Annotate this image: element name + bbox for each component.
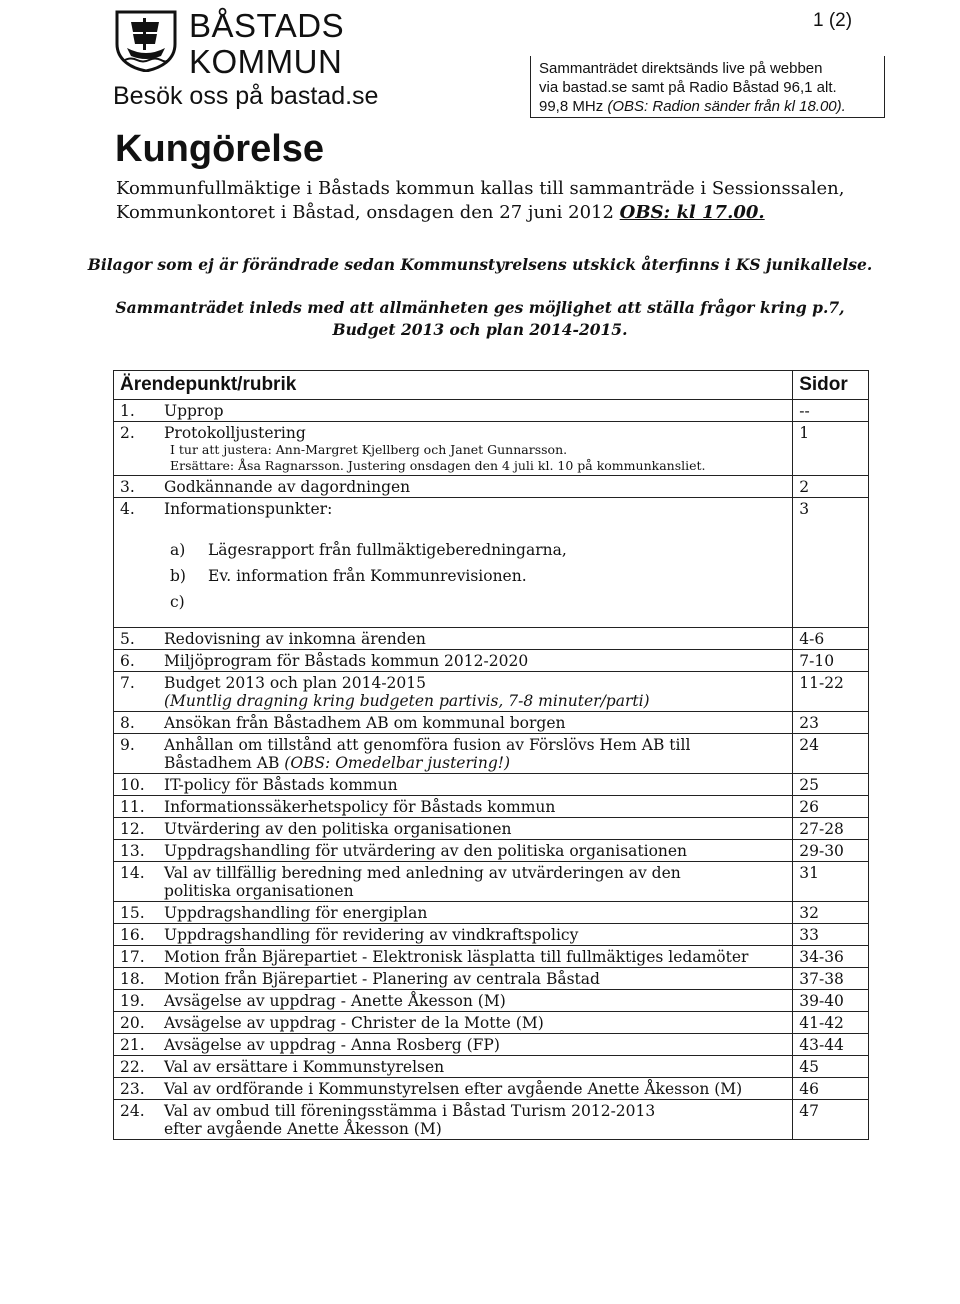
table-row: [114, 902, 869, 924]
item-title-text: Upprop: [164, 402, 224, 420]
item-number: 5.: [120, 630, 135, 648]
item-pages: 26: [793, 796, 869, 818]
item-number: 13.: [120, 842, 145, 860]
item-pages: 31: [793, 862, 869, 902]
notice-line3-italic: (OBS: Radion sänder från kl 18.00).: [607, 98, 846, 115]
item-title-text: IT-policy för Båstads kommun: [164, 776, 398, 794]
agenda-item-cell: [114, 650, 793, 672]
item-title: [164, 820, 784, 838]
item-title: [164, 970, 784, 988]
item-title-text: Informationspunkter:: [164, 500, 333, 518]
municipality-logo: [113, 8, 513, 108]
agenda-item-cell: [114, 476, 793, 498]
table-row: [114, 968, 869, 990]
item-pages: --: [793, 400, 869, 422]
item-number: 18.: [120, 970, 145, 988]
item-title: [164, 1058, 784, 1076]
subitem-letter: b): [170, 567, 186, 585]
item-title-text: Anhållan om tillstånd att genomföra fusion av Förslövs Hem AB till: [164, 736, 691, 754]
item-number: 8.: [120, 714, 135, 732]
item-title: [164, 674, 784, 710]
item-pages: 24: [793, 734, 869, 774]
notice-line1: Sammanträdet direktsänds live på webben: [539, 60, 823, 77]
info-subitem: [120, 590, 786, 614]
item-title: [164, 1014, 784, 1032]
item-number: 14.: [120, 864, 145, 882]
item-number: 15.: [120, 904, 145, 922]
agenda-item-cell: [114, 862, 793, 902]
item-pages: 46: [793, 1078, 869, 1100]
agenda-item-cell: [114, 818, 793, 840]
item-title-text: Val av ombud till föreningsstämma i Båstad Turism 2012-2013: [164, 1102, 656, 1120]
item-pages: 33: [793, 924, 869, 946]
subitem-letter: a): [170, 541, 186, 559]
item-title: [164, 424, 784, 442]
item-number: 11.: [120, 798, 145, 816]
table-row: [114, 1034, 869, 1056]
page-number: 1 (2): [813, 10, 853, 31]
table-row: [114, 476, 869, 498]
item-title-text: Utvärdering av den politiska organisationen: [164, 820, 512, 838]
item-number: 16.: [120, 926, 145, 944]
agenda-item-cell: [114, 990, 793, 1012]
table-row: [114, 734, 869, 774]
item-line2-italic: (OBS: Omedelbar justering!): [284, 754, 511, 772]
agenda-item-cell: [114, 422, 793, 476]
item-title-text: Uppdragshandling för utvärdering av den politiska organisationen: [164, 842, 688, 860]
item-title: [164, 736, 784, 772]
item-title-text: Protokolljustering: [164, 424, 306, 442]
table-row: [114, 946, 869, 968]
info-subitem: [120, 564, 786, 588]
intro-time-emphasis: OBS: kl 17.00.: [619, 202, 765, 223]
agenda-item-cell: [114, 734, 793, 774]
agenda-item-cell: [114, 902, 793, 924]
item-title-text: Avsägelse av uppdrag - Anna Rosberg (FP): [164, 1036, 500, 1054]
item-number: 1.: [120, 402, 135, 420]
item-number: 24.: [120, 1102, 145, 1120]
item-pages: 32: [793, 902, 869, 924]
item-number: 12.: [120, 820, 145, 838]
table-row: [114, 1078, 869, 1100]
notice-line3: [539, 97, 876, 116]
item-pages: 11-22: [793, 672, 869, 712]
item-title-text: Ansökan från Båstadhem AB om kommunal borgen: [164, 714, 566, 732]
item-line2: Båstadhem AB: [164, 754, 285, 772]
item-pages: 39-40: [793, 990, 869, 1012]
item-title-text: Val av ersättare i Kommunstyrelsen: [164, 1058, 445, 1076]
agenda-item-cell: [114, 712, 793, 734]
agenda-item-cell: [114, 1012, 793, 1034]
public-questions-line1: Sammanträdet inleds med att allmänheten ges möjlighet att ställa frågor kring p.7,: [115, 298, 845, 317]
item-title: [164, 798, 784, 816]
item-title: [164, 630, 784, 648]
item-pages: 7-10: [793, 650, 869, 672]
public-questions-note: [0, 297, 960, 341]
page-title: Kungörelse: [115, 128, 325, 170]
table-row: [114, 1012, 869, 1034]
agenda-item-cell: [114, 924, 793, 946]
item-pages: 29-30: [793, 840, 869, 862]
table-row: [114, 840, 869, 862]
item-number: 19.: [120, 992, 145, 1010]
item-title: [164, 1080, 784, 1098]
item-title: [164, 402, 784, 420]
item-number: 7.: [120, 674, 135, 692]
notice-line3-normal: 99,8 MHz: [539, 98, 608, 115]
notice-line2: via bastad.se samt på Radio Båstad 96,1 alt.: [539, 79, 837, 96]
item-pages: 45: [793, 1056, 869, 1078]
item-number: 22.: [120, 1058, 145, 1076]
item-title: [164, 776, 784, 794]
logo-name-line2: KOMMUN: [189, 43, 343, 80]
item-pages: 25: [793, 774, 869, 796]
item-line2: politiska organisationen: [164, 882, 354, 900]
item-pages: 34-36: [793, 946, 869, 968]
item-title-text: Motion från Bjärepartiet - Elektronisk läsplatta till fullmäktiges ledamöter: [164, 948, 749, 966]
agenda-item-cell: [114, 672, 793, 712]
item-number: 20.: [120, 1014, 145, 1032]
agenda-item-cell: [114, 796, 793, 818]
item-title: [164, 714, 784, 732]
item-title: [164, 926, 784, 944]
table-row: [114, 990, 869, 1012]
item-number: 21.: [120, 1036, 145, 1054]
item-title-text: Budget 2013 och plan 2014-2015: [164, 674, 427, 692]
info-subitem: [120, 538, 786, 562]
subject-column-header: Ärendepunkt/rubrik: [114, 371, 793, 400]
logo-name-line1: BÅSTADS: [189, 7, 345, 44]
agenda-item-cell: [114, 1100, 793, 1140]
item-pages: 43-44: [793, 1034, 869, 1056]
table-row: [114, 818, 869, 840]
agenda-item-cell: [114, 1078, 793, 1100]
table-row: [114, 924, 869, 946]
agenda-item-cell: [114, 498, 793, 628]
intro-text: [116, 177, 876, 225]
intro-line2: [116, 201, 876, 225]
agenda-item-cell: [114, 400, 793, 422]
item-number: 9.: [120, 736, 135, 754]
item-number: 23.: [120, 1080, 145, 1098]
item-pages: 4-6: [793, 628, 869, 650]
public-questions-line2: Budget 2013 och plan 2014-2015.: [332, 320, 628, 339]
item-title-text: Miljöprogram för Båstads kommun 2012-2020: [164, 652, 529, 670]
intro-line1: Kommunfullmäktige i Båstads kommun kallas till sammanträde i Sessionssalen,: [116, 178, 845, 199]
item-title: [164, 500, 784, 518]
item-title-text: Avsägelse av uppdrag - Christer de la Motte (M): [164, 1014, 544, 1032]
item-title-text: Redovisning av inkomna ärenden: [164, 630, 426, 648]
item-pages: 47: [793, 1100, 869, 1140]
agenda-table: [113, 370, 869, 1140]
logo-name: [189, 8, 344, 80]
table-row: [114, 862, 869, 902]
table-row: [114, 796, 869, 818]
item-pages: 1: [793, 422, 869, 476]
table-row: [114, 422, 869, 476]
item-number: 17.: [120, 948, 145, 966]
item-title: [164, 1102, 784, 1138]
coat-of-arms-icon: [113, 8, 179, 72]
agenda-item-cell: [114, 774, 793, 796]
item-title-text: Motion från Bjärepartiet - Planering av centrala Båstad: [164, 970, 600, 988]
item-pages: 23: [793, 712, 869, 734]
item-title-text: Uppdragshandling för energiplan: [164, 904, 428, 922]
item-title: [164, 652, 784, 670]
agenda-item-cell: [114, 840, 793, 862]
item-pages: 3: [793, 498, 869, 628]
subitem-text: Ev. information från Kommunrevisionen.: [208, 567, 527, 585]
table-row: [114, 498, 869, 628]
item-title: [164, 478, 784, 496]
item-number: 4.: [120, 500, 135, 518]
table-row: [114, 650, 869, 672]
item-title: [164, 992, 784, 1010]
item-number: 2.: [120, 424, 135, 442]
table-row: [114, 628, 869, 650]
item-title: [164, 904, 784, 922]
attachments-note: Bilagor som ej är förändrade sedan Kommunstyrelsens utskick återfinns i KS junikallelse.: [87, 255, 873, 274]
item-title: [164, 1036, 784, 1054]
table-row: [114, 1100, 869, 1140]
subitem-text: Lägesrapport från fullmäktigeberedningarna,: [208, 541, 567, 559]
table-header-row: [114, 371, 869, 400]
table-row: [114, 400, 869, 422]
item-pages: 41-42: [793, 1012, 869, 1034]
item-title-text: Val av tillfällig beredning med anledning av utvärderingen av den: [164, 864, 681, 882]
table-row: [114, 672, 869, 712]
item-pages: 27-28: [793, 818, 869, 840]
agenda-item-cell: [114, 1056, 793, 1078]
item-number: 6.: [120, 652, 135, 670]
agenda-item-cell: [114, 968, 793, 990]
item-detail: Ersättare: Åsa Ragnarsson. Justering onsdagen den 4 juli kl. 10 på kommunkansliet.: [170, 458, 706, 473]
item-pages: 37-38: [793, 968, 869, 990]
item-number: 10.: [120, 776, 145, 794]
item-line2: efter avgående Anette Åkesson (M): [164, 1120, 442, 1138]
pages-column-header: Sidor: [793, 371, 869, 400]
item-detail: I tur att justera: Ann-Margret Kjellberg och Janet Gunnarsson.: [170, 442, 568, 457]
item-title-text: Avsägelse av uppdrag - Anette Åkesson (M): [164, 992, 506, 1010]
item-title: [164, 864, 784, 900]
agenda-item-cell: [114, 946, 793, 968]
item-title-text: Godkännande av dagordningen: [164, 478, 411, 496]
logo-tagline: Besök oss på bastad.se: [113, 82, 379, 110]
item-title-text: Uppdragshandling för revidering av vindkraftspolicy: [164, 926, 579, 944]
intro-line2-text: Kommunkontoret i Båstad, onsdagen den 27 juni 2012: [116, 202, 620, 223]
agenda-item-cell: [114, 1034, 793, 1056]
broadcast-notice: [530, 56, 885, 118]
item-pages: 2: [793, 476, 869, 498]
item-title-text: Informationssäkerhetspolicy för Båstads kommun: [164, 798, 556, 816]
agenda-item-cell: [114, 628, 793, 650]
table-row: [114, 774, 869, 796]
item-number: 3.: [120, 478, 135, 496]
subitem-letter: c): [170, 593, 185, 611]
item-italic-note: (Muntlig dragning kring budgeten partivis, 7-8 minuter/parti): [164, 692, 650, 710]
table-row: [114, 712, 869, 734]
item-title-text: Val av ordförande i Kommunstyrelsen efter avgående Anette Åkesson (M): [164, 1080, 743, 1098]
item-title: [164, 948, 784, 966]
table-row: [114, 1056, 869, 1078]
item-title: [164, 842, 784, 860]
